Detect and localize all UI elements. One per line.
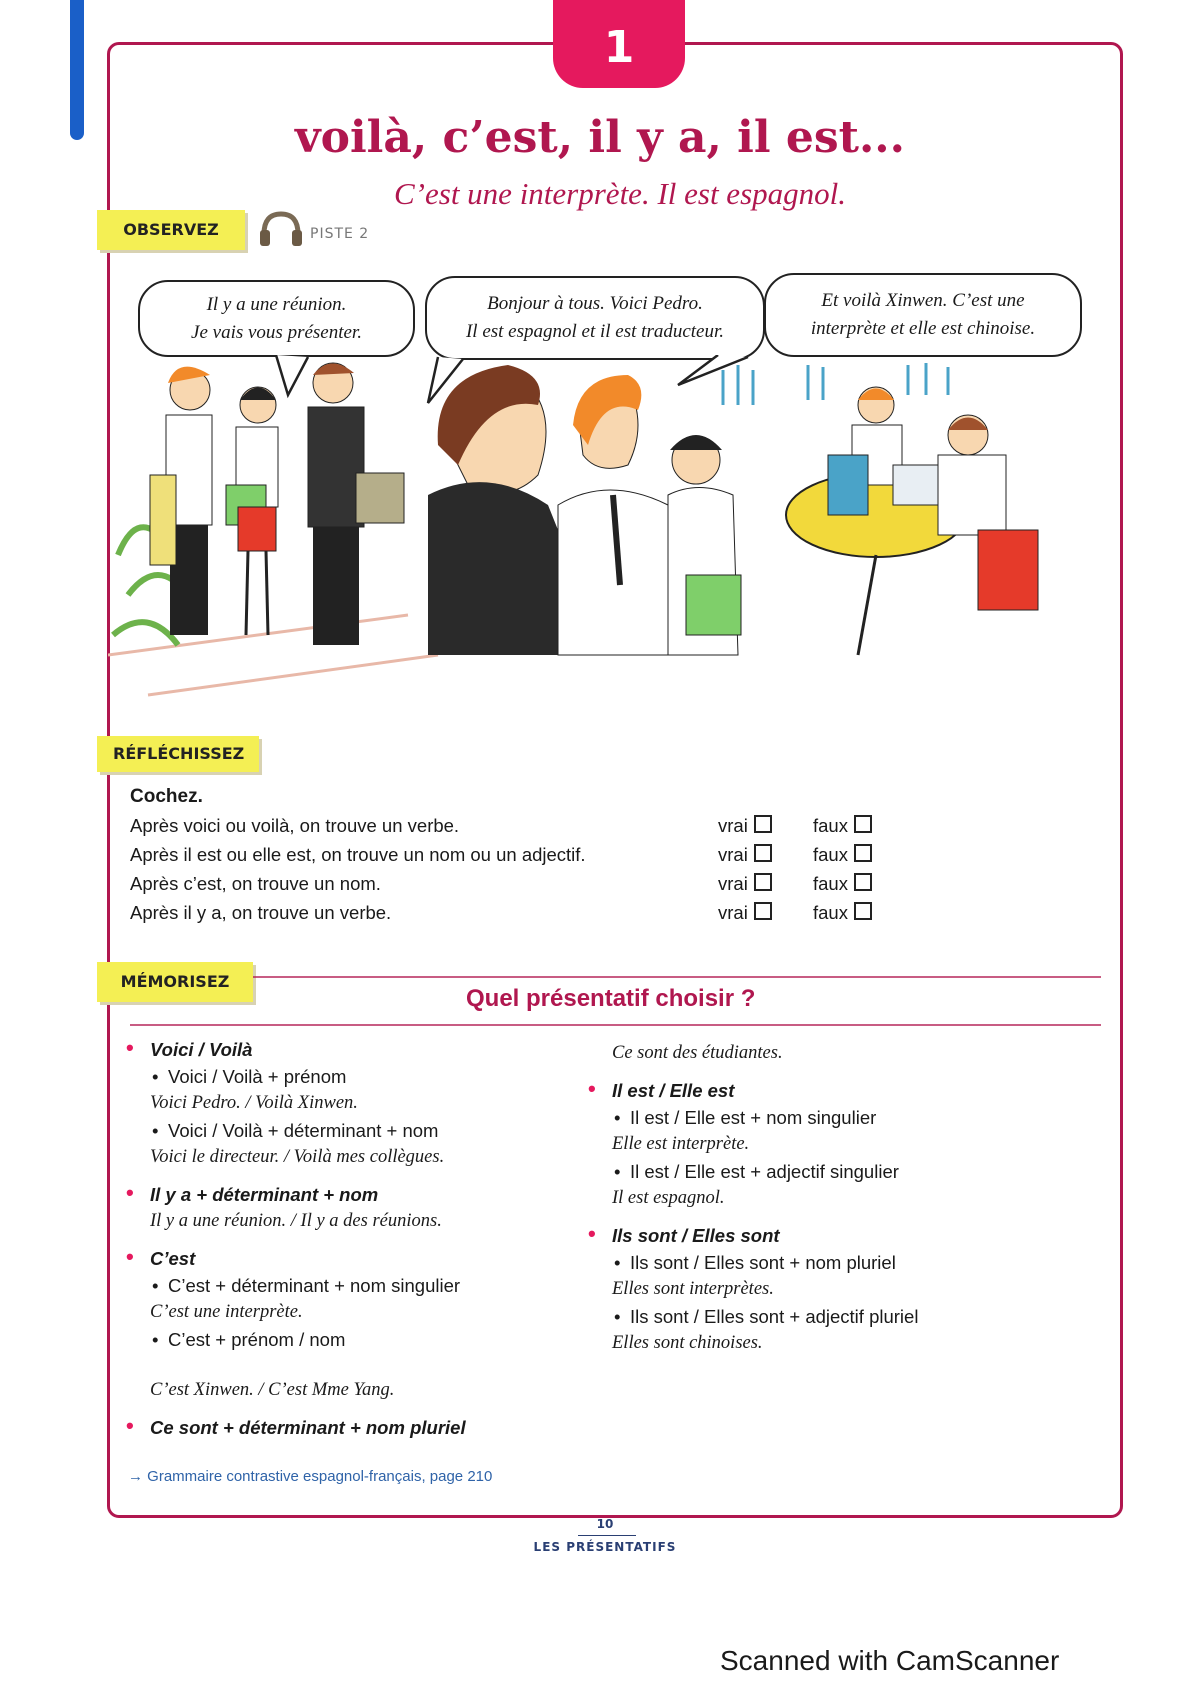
grammar-reference-link[interactable]: → Grammaire contrastive espagnol-français, page 210: [128, 1468, 493, 1485]
page-title: voilà, c’est, il y a, il est...: [295, 112, 905, 163]
rule-example: Ce sont des étudiantes.: [612, 1043, 783, 1063]
office-illustration: [108, 355, 1121, 730]
question-row: [130, 815, 890, 843]
divider: [130, 1024, 1101, 1026]
rule-example: Elles sont chinoises.: [612, 1333, 763, 1353]
vrai-label: vrai: [718, 902, 748, 923]
faux-option[interactable]: [813, 844, 872, 866]
grammar-right-column: [612, 1040, 1082, 1357]
vrai-label: vrai: [718, 844, 748, 865]
rule-heading: • Voici / Voilà: [150, 1036, 620, 1063]
faux-checkbox[interactable]: [854, 815, 872, 833]
rule-example: C’est Xinwen. / C’est Mme Yang.: [150, 1380, 395, 1400]
unit-number-tab: 1: [553, 0, 685, 88]
rule-heading: • Ce sont + déterminant + nom pluriel: [150, 1414, 620, 1441]
bubble-1-line-1: Il y a une réunion.: [206, 293, 347, 315]
vrai-checkbox[interactable]: [754, 844, 772, 862]
faux-checkbox[interactable]: [854, 844, 872, 862]
rule-example: Elle est interprète.: [612, 1134, 750, 1154]
speech-bubble-1: [138, 280, 415, 357]
bubble-1-line-2: Je vais vous présenter.: [191, 321, 362, 343]
bubble-2-line-1: Bonjour à tous. Voici Pedro.: [487, 293, 703, 314]
rule-heading: • Il y a + déterminant + nom: [150, 1181, 620, 1208]
observez-tag: OBSERVEZ: [97, 210, 245, 250]
rule-pattern: • C’est + prénom / nom: [150, 1326, 620, 1353]
rule-pattern: • Il est / Elle est + adjectif singulier: [612, 1158, 1082, 1185]
divider: [253, 976, 1101, 978]
exercise-instruction: Cochez.: [130, 786, 203, 807]
reflechissez-tag: RÉFLÉCHISSEZ: [97, 736, 259, 772]
vrai-option[interactable]: [718, 815, 772, 837]
rule-pattern: • Ils sont / Elles sont + nom pluriel: [612, 1249, 1082, 1276]
vrai-option[interactable]: [718, 873, 772, 895]
grammar-left-column: [150, 1036, 620, 1441]
question-text: Après c’est, on trouve un nom.: [130, 873, 381, 894]
rule-example: Voici le directeur. / Voilà mes collègues.: [150, 1147, 445, 1167]
vrai-option[interactable]: [718, 844, 772, 866]
speech-bubble-2: [425, 276, 765, 360]
scanner-watermark: Scanned with CamScanner: [720, 1645, 1060, 1676]
faux-checkbox[interactable]: [854, 873, 872, 891]
vrai-checkbox[interactable]: [754, 815, 772, 833]
memorisez-tag: MÉMORISEZ: [97, 962, 253, 1002]
rule-heading: • C’est: [150, 1245, 620, 1272]
bubble-3-line-1: Et voilà Xinwen. C’est une: [821, 290, 1025, 311]
question-text: Après voici ou voilà, on trouve un verbe.: [130, 815, 460, 836]
rule-pattern: • Il est / Elle est + nom singulier: [612, 1104, 1082, 1131]
memorisez-heading: Quel présentatif choisir ?: [466, 985, 756, 1012]
faux-label: faux: [813, 815, 848, 836]
rule-example: Il y a une réunion. / Il y a des réunions.: [150, 1211, 442, 1231]
rule-example: Elles sont interprètes.: [612, 1279, 774, 1299]
vrai-label: vrai: [718, 815, 748, 836]
faux-label: faux: [813, 873, 848, 894]
vrai-checkbox[interactable]: [754, 873, 772, 891]
faux-label: faux: [813, 844, 848, 865]
vrai-label: vrai: [718, 873, 748, 894]
page-number-rule: [578, 1535, 636, 1536]
rule-heading: • Ils sont / Elles sont: [612, 1222, 1082, 1249]
speech-bubble-3: [764, 273, 1082, 357]
question-text: Après il y a, on trouve un verbe.: [130, 902, 392, 923]
faux-label: faux: [813, 902, 848, 923]
audio-track-label: PISTE 2: [310, 226, 370, 242]
headphones-icon[interactable]: [256, 208, 306, 248]
faux-option[interactable]: [813, 873, 872, 895]
rule-example: C’est une interprète.: [150, 1302, 303, 1322]
vrai-option[interactable]: [718, 902, 772, 924]
question-row: [130, 873, 890, 901]
faux-option[interactable]: [813, 815, 872, 837]
bubble-2-line-2: Il est espagnol et il est traducteur.: [465, 321, 725, 342]
page-number: 10: [596, 1517, 614, 1531]
rule-pattern: • C’est + déterminant + nom singulier: [150, 1272, 620, 1299]
section-name: LES PRÉSENTATIFS: [533, 1540, 677, 1554]
faux-option[interactable]: [813, 902, 872, 924]
question-row: [130, 902, 890, 930]
bubble-3-line-2: interprète et elle est chinoise.: [810, 318, 1036, 339]
rule-pattern: • Voici / Voilà + prénom: [150, 1063, 620, 1090]
question-text: Après il est ou elle est, on trouve un nom ou un adjectif.: [130, 844, 586, 865]
question-row: [130, 844, 890, 872]
rule-heading: • Il est / Elle est: [612, 1077, 1082, 1104]
rule-pattern: • Voici / Voilà + déterminant + nom: [150, 1117, 620, 1144]
rule-pattern: • Ils sont / Elles sont + adjectif pluriel: [612, 1303, 1082, 1330]
vrai-checkbox[interactable]: [754, 902, 772, 920]
faux-checkbox[interactable]: [854, 902, 872, 920]
page-subtitle: C’est une interprète. Il est espagnol.: [394, 176, 846, 211]
rule-example: Voici Pedro. / Voilà Xinwen.: [150, 1093, 358, 1113]
rule-example: Il est espagnol.: [612, 1188, 725, 1208]
